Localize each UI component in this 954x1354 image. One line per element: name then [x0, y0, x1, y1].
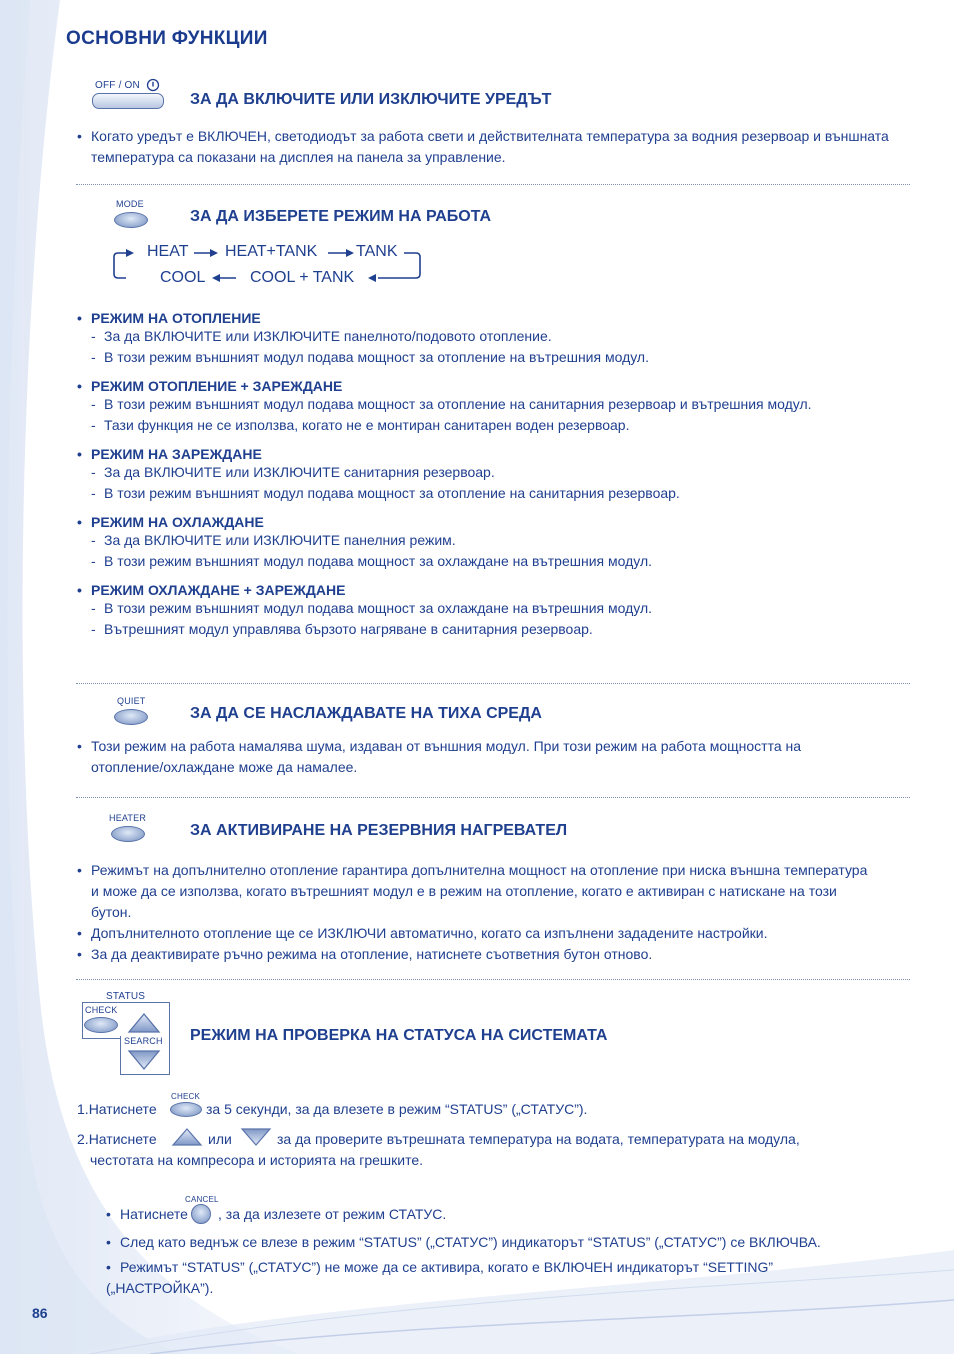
divider [76, 683, 910, 684]
step-text: или [208, 1131, 232, 1147]
page-number: 86 [32, 1305, 48, 1321]
flow-heat-tank: HEAT+TANK [225, 243, 318, 260]
power-icon [146, 78, 160, 92]
mode-item-title: РЕЖИМ ОТОПЛЕНИЕ + ЗАРЕЖДАНЕ [91, 378, 343, 394]
note-text: , за да излезете от режим СТАТУС. [218, 1206, 447, 1222]
mode-item-line: В този режим външният модул подава мощност за отопление на вътрешния модул. [104, 349, 649, 365]
onoff-bullet: • Когато уредът е ВКЛЮЧЕН, светодиодът за работа свети и действителната температура за водния резервоар и външната температура са показани на дисплея на панела за управление. [77, 126, 897, 168]
status-caption: STATUS [106, 991, 146, 1002]
divider [76, 979, 910, 980]
inline-down-arrow-icon [240, 1127, 272, 1147]
heater-section-title: ЗА АКТИВИРАНЕ НА РЕЗЕРВНИЯ НАГРЕВАТЕЛ [190, 822, 568, 839]
note-text: След като веднъж се влезе в режим “STATUS” („СТАТУС”) индикаторът “STATUS” („СТАТУС”) се ВКЛЮЧВА. [120, 1234, 821, 1250]
mode-item-line: В този режим външният модул подава мощност за отопление на санитарния резервоар и вътрешния модул. [104, 396, 812, 412]
flow-tank: TANK [356, 243, 398, 260]
mode-item: • РЕЖИМ ОТОПЛЕНИЕ + ЗАРЕЖДАНЕ - В този режим външният модул подава мощност за отопление на санитарния резервоар и вътрешния модул. - Тази функция не се използва, когато не е монтиран санитарен воден резервоар. [77, 378, 907, 436]
step-text: за да проверите вътрешната температура на водата, температурата на модула, [277, 1131, 800, 1147]
status-step-1 [77, 1099, 157, 1120]
quiet-button[interactable] [114, 709, 148, 725]
step-text: Натиснете [88, 1131, 157, 1147]
mode-item-line: В този режим външният модул подава мощност за охлаждане на вътрешния модул. [104, 600, 653, 616]
mode-button-caption: MODE [116, 199, 144, 209]
mode-item-title: РЕЖИМ ОХЛАЖДАНЕ + ЗАРЕЖДАНЕ [91, 582, 346, 598]
heater-bullet: • Допълнителното отопление ще се ИЗКЛЮЧИ автоматично, когато са изпълнени зададените настройки. [77, 923, 877, 944]
onoff-button-caption: OFF / ON [95, 80, 140, 91]
heater-bullet-text: За да деактивирате ръчно режима на отопление, натиснете съответния бутон отново. [91, 946, 653, 962]
flow-heat: HEAT [147, 243, 189, 260]
step-number: 1. [77, 1101, 89, 1117]
mode-item-line: В този режим външният модул подава мощност за отопление на санитарния резервоар. [104, 485, 680, 501]
note-text: Натиснете [120, 1206, 188, 1222]
divider [76, 184, 910, 185]
quiet-bullet: • Този режим на работа намалява шума, издаван от външния модул. При този режим на работа мощността на отопление/охлаждане може да намалее. [77, 736, 877, 778]
onoff-button[interactable] [92, 93, 164, 109]
mode-item-line: За да ВКЛЮЧИТЕ или ИЗКЛЮЧИТЕ санитарния резервоар. [104, 464, 495, 480]
mode-item: • РЕЖИМ НА ОХЛАЖДАНЕ - За да ВКЛЮЧИТЕ или ИЗКЛЮЧИТЕ панелния режим. - В този режим външният модул подава мощност за охлаждане на вътрешния модул. [77, 514, 907, 572]
mode-item-title: РЕЖИМ НА ЗАРЕЖДАНЕ [91, 446, 262, 462]
search-caption: SEARCH [124, 1036, 163, 1046]
inline-up-arrow-icon [171, 1127, 203, 1147]
step-text: за 5 секунди, за да влезете в режим “STATUS” („СТАТУС”). [206, 1101, 588, 1117]
mode-item-line: За да ВКЛЮЧИТЕ или ИЗКЛЮЧИТЕ панелния режим. [104, 532, 456, 548]
heater-bullet-text: Режимът на допълнително отопление гарантира допълнителна мощност на отопление при ниска външна температура и може да се използва, когато вътрешният модул е в режим на отопление, когато е активиран с натискане на този бутон. [91, 862, 868, 920]
status-section-title: РЕЖИМ НА ПРОВЕРКА НА СТАТУСА НА СИСТЕМАТА [190, 1027, 608, 1044]
flow-cool-tank: COOL + TANK [250, 269, 355, 286]
status-step-2 [77, 1129, 157, 1150]
note-text: Режимът “STATUS” („СТАТУС”) не може да се активира, когато е ВКЛЮЧЕН индикаторът “SETTING” [120, 1259, 774, 1275]
onoff-bullet-text: Когато уредът е ВКЛЮЧЕН, светодиодът за работа свети и действителната температура за водния резервоар и външната температура са показани на дисплея на панела за управление. [91, 128, 889, 165]
check-button[interactable] [84, 1017, 118, 1033]
heater-bullet-text: Допълнителното отопление ще се ИЗКЛЮЧИ автоматично, когато са изпълнени зададените настройки. [91, 925, 768, 941]
heater-bullets [77, 860, 877, 965]
heater-button-caption: HEATER [109, 813, 147, 823]
status-note-3: • Режимът “STATUS” („СТАТУС”) не може да се активира, когато е ВКЛЮЧЕН индикаторът “SETTING” („НАСТРОЙКА”). [106, 1257, 773, 1299]
mode-list [77, 310, 907, 640]
mode-item-line: За да ВКЛЮЧИТЕ или ИЗКЛЮЧИТЕ панелното/подовото отопление. [104, 328, 552, 344]
quiet-section-title: ЗА ДА СЕ НАСЛАЖДАВАТЕ НА ТИХА СРЕДА [190, 705, 542, 722]
quiet-bullet-text: Този режим на работа намалява шума, издаван от външния модул. При този режим на работа мощността на отопление/охлаждане може да намалее. [91, 738, 802, 775]
step-number: 2. [77, 1131, 89, 1147]
page-title: ОСНОВНИ ФУНКЦИИ [66, 28, 268, 49]
heater-bullet: • За да деактивирате ръчно режима на отопление, натиснете съответния бутон отново. [77, 944, 877, 965]
heater-button[interactable] [111, 826, 145, 842]
mode-item: • РЕЖИМ НА ОТОПЛЕНИЕ - За да ВКЛЮЧИТЕ или ИЗКЛЮЧИТЕ панелното/подовото отопление. - В този режим външният модул подава мощност за отопление на вътрешния модул. [77, 310, 907, 368]
mode-item-line: Вътрешният модул управлява бързото нагряване в санитарния резервоар. [104, 621, 593, 637]
flow-cool: COOL [160, 269, 206, 286]
heater-bullet: • Режимът на допълнително отопление гарантира допълнителна мощност на отопление при ниска външна температура и може да се използва, когато вътрешният модул е в режим на отопление, когато е активиран с натискане на този бутон. [77, 860, 877, 923]
note-text: („НАСТРОЙКА”). [106, 1280, 214, 1296]
divider [76, 797, 910, 798]
mode-item-title: РЕЖИМ НА ОХЛАЖДАНЕ [91, 514, 264, 530]
check-caption: CHECK [85, 1005, 118, 1015]
up-arrow-icon[interactable] [127, 1012, 161, 1034]
status-note-1: • Натиснете [106, 1204, 188, 1225]
mode-item: • РЕЖИМ НА ЗАРЕЖДАНЕ - За да ВКЛЮЧИТЕ или ИЗКЛЮЧИТЕ санитарния резервоар. - В този режим външният модул подава мощност за отопление на санитарния резервоар. [77, 446, 907, 504]
mode-section-title: ЗА ДА ИЗБЕРЕТЕ РЕЖИМ НА РАБОТА [190, 208, 492, 225]
step-text: Натиснете [88, 1101, 157, 1117]
mode-item-line: В този режим външният модул подава мощност за охлаждане на вътрешния модул. [104, 553, 653, 569]
quiet-button-caption: QUIET [117, 696, 146, 706]
cancel-caption: CANCEL [185, 1195, 219, 1204]
mode-button[interactable] [114, 212, 148, 228]
inline-check-caption: CHECK [171, 1092, 201, 1101]
inline-check-button-icon [170, 1102, 202, 1117]
mode-item-line: Тази функция не се използва, когато не е монтиран санитарен воден резервоар. [104, 417, 630, 433]
onoff-section-title: ЗА ДА ВКЛЮЧИТЕ ИЛИ ИЗКЛЮЧИТЕ УРЕДЪТ [190, 91, 552, 108]
mode-item-title: РЕЖИМ НА ОТОПЛЕНИЕ [91, 310, 261, 326]
down-arrow-icon[interactable] [127, 1049, 161, 1071]
status-note-2: • След като веднъж се влезе в режим “STATUS” („СТАТУС”) индикаторът “STATUS” („СТАТУС”) се ВКЛЮЧВА. [106, 1232, 821, 1253]
step-text: честотата на компресора и историята на грешките. [90, 1152, 424, 1168]
cancel-button-icon [191, 1204, 211, 1224]
mode-item: • РЕЖИМ ОХЛАЖДАНЕ + ЗАРЕЖДАНЕ - В този режим външният модул подава мощност за охлаждане на вътрешния модул. - Вътрешният модул управлява бързото нагряване в санитарния резервоар. [77, 582, 907, 640]
